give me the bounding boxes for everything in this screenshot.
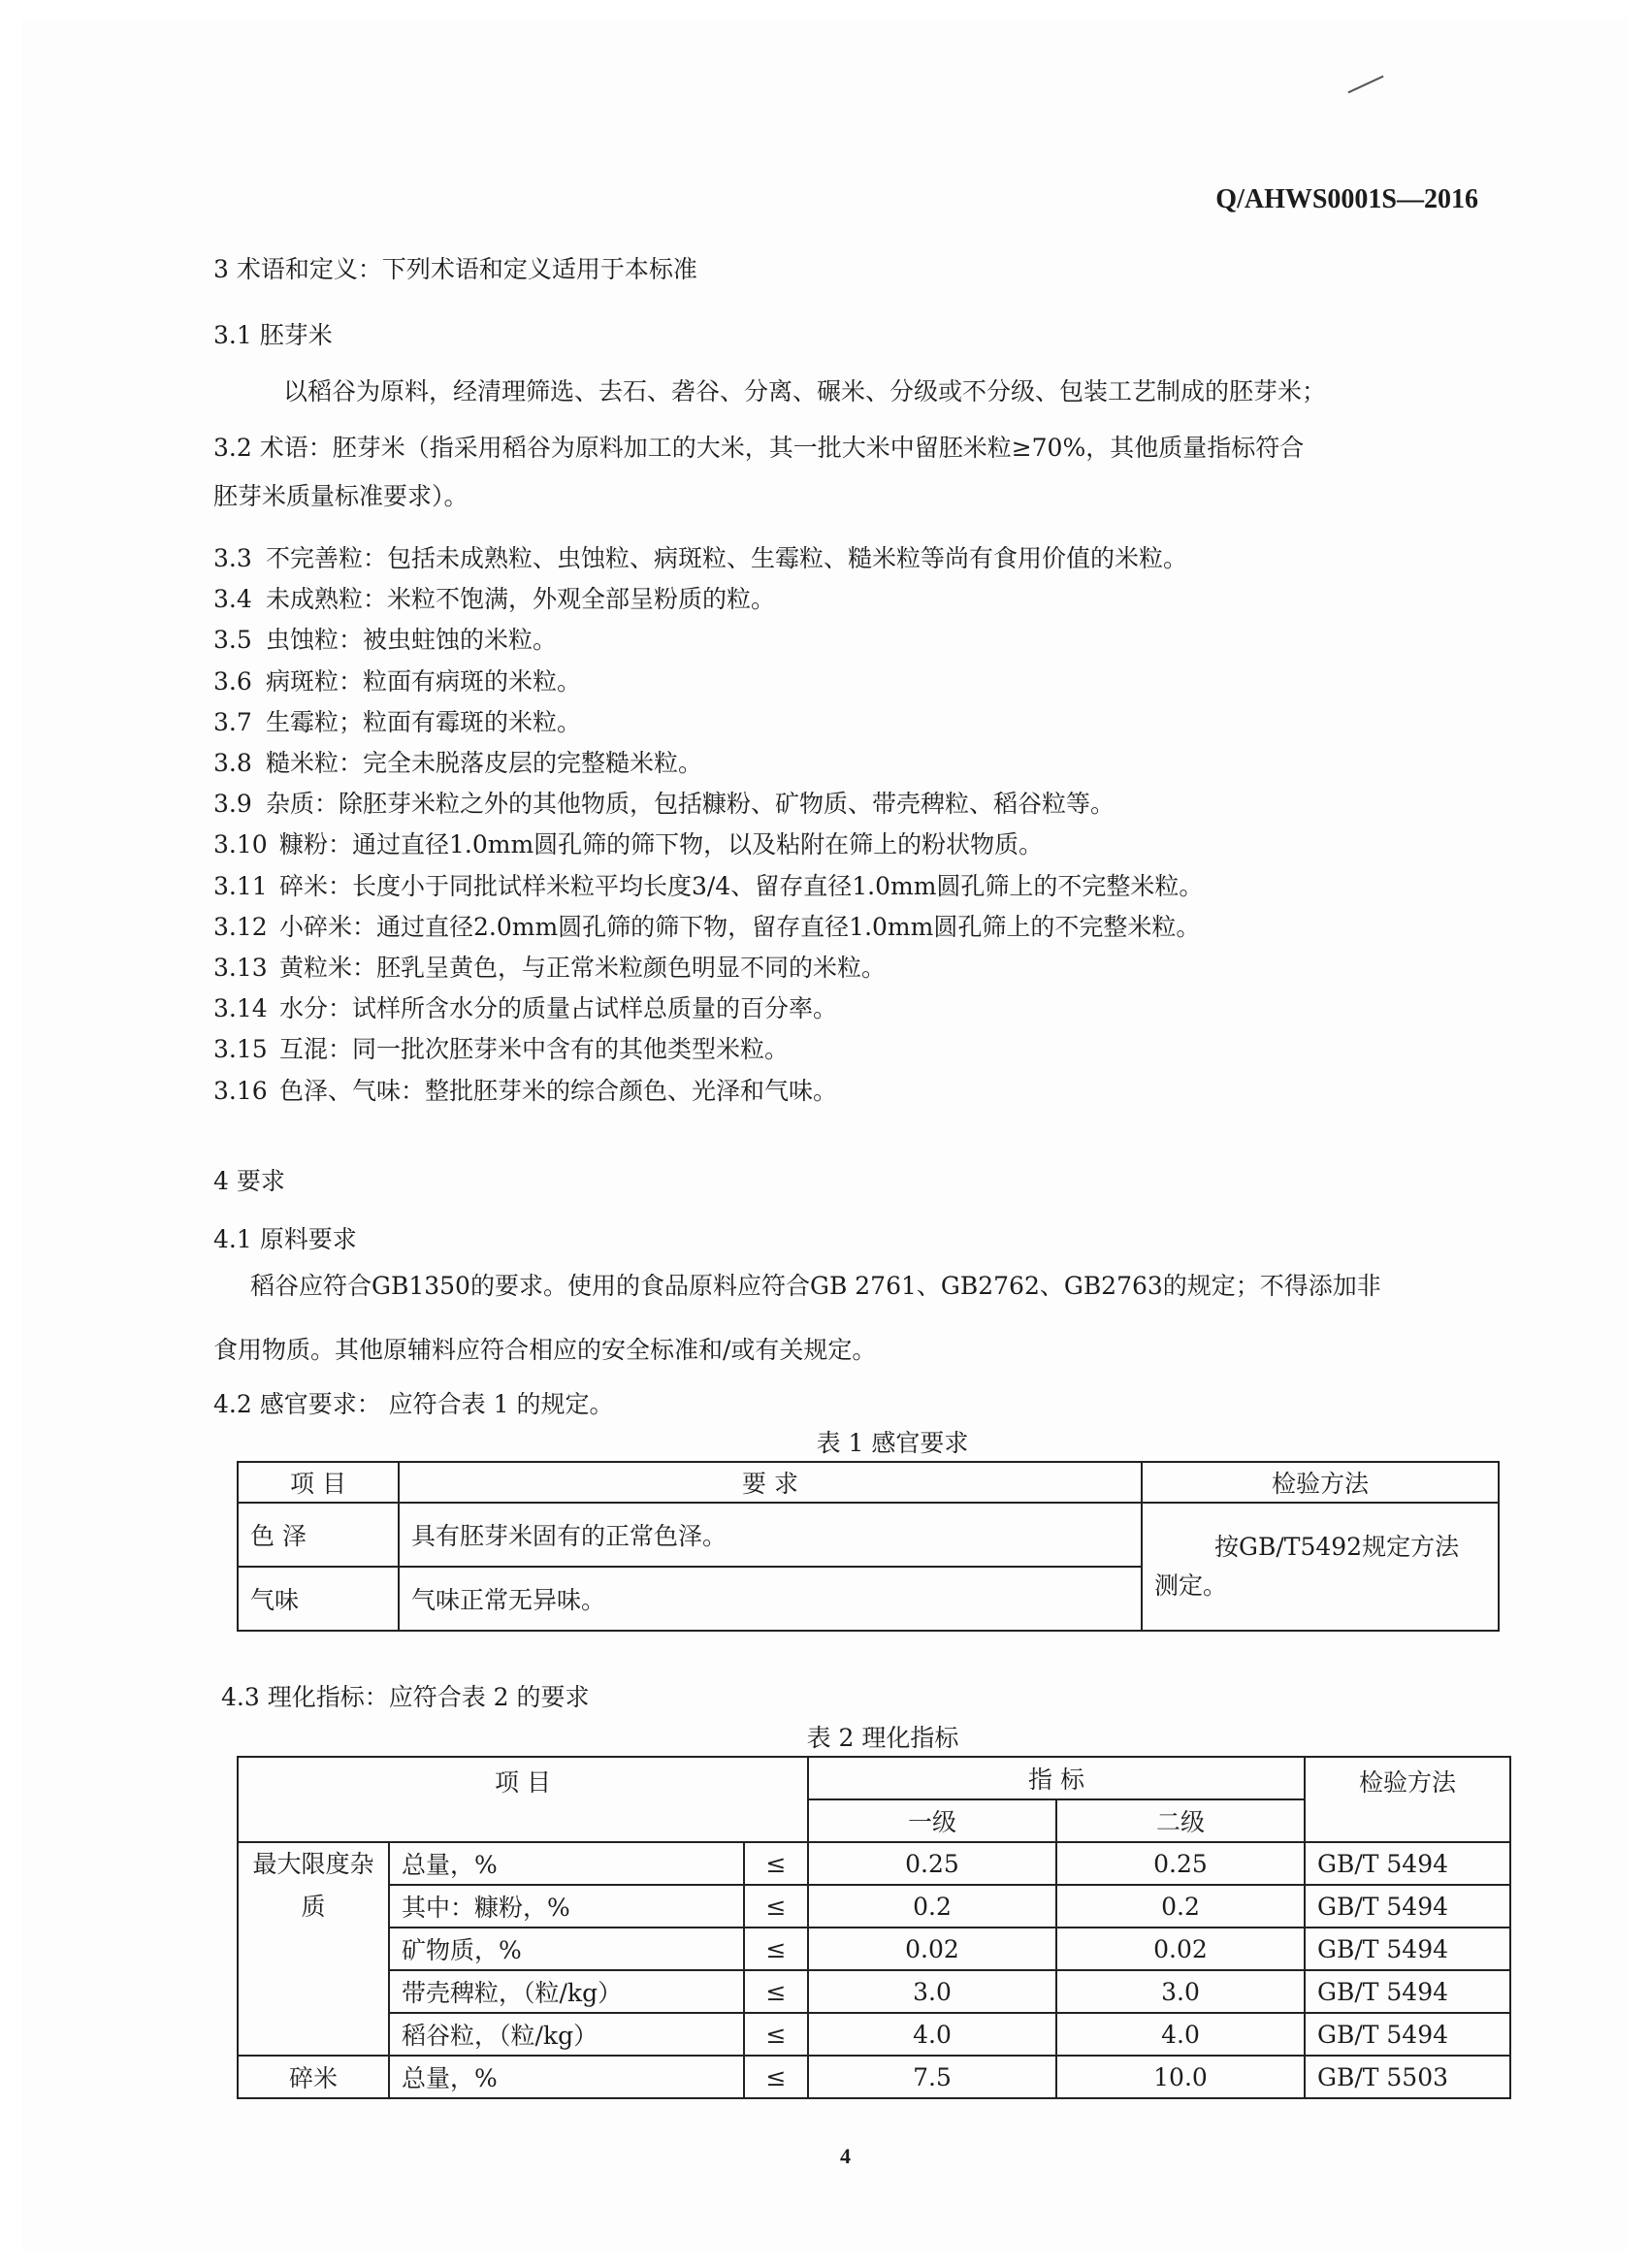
table1-header-requirement: 要 求 <box>399 1462 1142 1503</box>
table2-row-method: GB/T 5494 <box>1305 1842 1510 1885</box>
definition-number: 3.10 <box>213 830 268 859</box>
table1-method-line1: 按GB/T5492规定方法 <box>1214 1533 1460 1561</box>
section-3-title: 3 术语和定义：下列术语和定义适用于本标准 <box>213 255 697 283</box>
table2-row-name: 带壳稗粒，（粒/kg） <box>389 1970 744 2013</box>
table2-row-grade1: 0.2 <box>808 1885 1056 1928</box>
table2-row-grade1: 7.5 <box>808 2056 1056 2098</box>
table2-header-method: 检验方法 <box>1305 1757 1510 1842</box>
definition-number: 3.4 <box>213 585 252 613</box>
definition-text: 碎米：长度小于同批试样米粒平均长度3/4、留存直径1.0mm圆孔筛上的不完整米粒。 <box>279 872 1204 900</box>
definition-number: 3.13 <box>213 954 268 982</box>
table2-row-grade2: 0.2 <box>1056 1885 1305 1928</box>
definition-number: 3.7 <box>213 708 252 736</box>
definition-text: 互混：同一批次胚芽米中含有的其他类型米粒。 <box>279 1035 790 1063</box>
section-3-2-line1: 3.2 术语：胚芽米（指采用稻谷为原料加工的大米，其一批大米中留胚米粒≥70%，其他质量指标符合 <box>213 434 1305 462</box>
table2-row-name: 其中：糠粉，% <box>389 1885 744 1928</box>
table2-row-name: 矿物质，% <box>389 1928 744 1970</box>
definition-number: 3.8 <box>213 749 252 777</box>
table2-row-grade1: 4.0 <box>808 2013 1056 2056</box>
definition-number: 3.11 <box>213 872 268 900</box>
table2-grade2: 二级 <box>1056 1799 1305 1842</box>
table2-row-method: GB/T 5494 <box>1305 1885 1510 1928</box>
table2-row-method: GB/T 5494 <box>1305 1970 1510 2013</box>
definition-text: 色泽、气味：整批胚芽米的综合颜色、光泽和气味。 <box>279 1077 838 1105</box>
definition-text: 病斑粒：粒面有病斑的米粒。 <box>266 667 582 696</box>
section-3-1-title: 3.1 胚芽米 <box>213 321 333 349</box>
table1-method-line2: 测定。 <box>1154 1571 1228 1600</box>
table2-header-index: 指 标 <box>808 1757 1305 1799</box>
definition-item <box>213 908 1200 943</box>
table2-row-name: 总量，% <box>389 1842 744 1885</box>
definition-number: 3.15 <box>213 1035 268 1063</box>
section-4-1-line1: 稻谷应符合GB1350的要求。使用的食品原料应符合GB 2761、GB2762、GB2763的规定；不得添加非 <box>250 1272 1381 1300</box>
definition-text: 未成熟粒：米粒不饱满，外观全部呈粉质的粒。 <box>266 585 776 613</box>
section-3-1-text: 以稻谷为原料，经清理筛选、去石、砻谷、分离、碾米、分级或不分级、包装工艺制成的胚芽米； <box>283 377 1327 405</box>
table2-row-grade1: 0.02 <box>808 1928 1056 1970</box>
table2-group-impurity: 最大限度杂质 <box>238 1842 389 2056</box>
definition-item <box>213 1072 837 1107</box>
definition-text: 水分：试样所含水分的质量占试样总质量的百分率。 <box>279 994 838 1022</box>
table2-header-item: 项 目 <box>238 1757 808 1842</box>
table1-req-color: 具有胚芽米固有的正常色泽。 <box>399 1503 1142 1567</box>
definition-text: 黄粒米：胚乳呈黄色，与正常米粒颜色明显不同的米粒。 <box>279 954 887 982</box>
definition-number: 3.12 <box>213 913 268 941</box>
physicochemical-table <box>237 1756 1511 2099</box>
definition-number: 3.16 <box>213 1077 268 1105</box>
table2-row-le: ≤ <box>744 1970 808 2013</box>
table1-header-method: 检验方法 <box>1142 1462 1499 1503</box>
definition-text: 糠粉：通过直径1.0mm圆孔筛的筛下物，以及粘附在筛上的粉状物质。 <box>279 830 1044 859</box>
definition-number: 3.9 <box>213 790 252 818</box>
definition-item <box>213 621 557 656</box>
definition-item <box>213 949 886 984</box>
definition-item <box>213 989 837 1024</box>
table2-row-le: ≤ <box>744 1842 808 1885</box>
table2-row-le: ≤ <box>744 2013 808 2056</box>
table2-row-grade2: 3.0 <box>1056 1970 1305 2013</box>
table1-method <box>1142 1503 1499 1631</box>
section-4-1-line2: 食用物质。其他原辅料应符合相应的安全标准和/或有关规定。 <box>213 1336 877 1364</box>
table2-row-method: GB/T 5494 <box>1305 2013 1510 2056</box>
section-4-3: 4.3 理化指标：应符合表 2 的要求 <box>221 1683 590 1711</box>
table1-item-odor: 气味 <box>238 1567 399 1631</box>
sensory-table <box>237 1461 1500 1632</box>
definition-text: 虫蚀粒：被虫蛀蚀的米粒。 <box>266 626 558 654</box>
definition-text: 杂质：除胚芽米粒之外的其他物质，包括糠粉、矿物质、带壳稗粒、稻谷粒等。 <box>266 790 1116 818</box>
definition-item <box>213 663 581 697</box>
definition-text: 糙米粒：完全未脱落皮层的完整糙米粒。 <box>266 749 703 777</box>
definition-text: 不完善粒：包括未成熟粒、虫蚀粒、病斑粒、生霉粒、糙米粒等尚有食用价值的米粒。 <box>266 544 1188 572</box>
table2-row-le: ≤ <box>744 1928 808 1970</box>
section-4-2: 4.2 感官要求： 应符合表 1 的规定。 <box>213 1390 614 1418</box>
table2-row-grade2: 0.02 <box>1056 1928 1305 1970</box>
definition-text: 生霉粒；粒面有霉斑的米粒。 <box>266 708 582 736</box>
definition-item <box>213 744 702 779</box>
table1-caption: 表 1 感官要求 <box>816 1429 969 1457</box>
table2-row-grade1: 3.0 <box>808 1970 1056 2013</box>
table2-row-name: 总量，% <box>389 2056 744 2098</box>
table2-grade1: 一级 <box>808 1799 1056 1842</box>
definition-item <box>213 1030 789 1065</box>
table2-row-grade2: 10.0 <box>1056 2056 1305 2098</box>
section-4-title: 4 要求 <box>213 1167 285 1195</box>
definition-number: 3.5 <box>213 626 252 654</box>
table2-caption: 表 2 理化指标 <box>806 1724 959 1752</box>
definition-item <box>213 539 1187 574</box>
section-4-1-title: 4.1 原料要求 <box>213 1225 357 1253</box>
table2-group-broken: 碎米 <box>238 2056 389 2098</box>
table2-row-grade2: 0.25 <box>1056 1842 1305 1885</box>
table1-req-odor: 气味正常无异味。 <box>399 1567 1142 1631</box>
definition-item <box>213 826 1043 860</box>
table2-row-method: GB/T 5503 <box>1305 2056 1510 2098</box>
table2-row-name: 稻谷粒，（粒/kg） <box>389 2013 744 2056</box>
definition-item <box>213 703 581 738</box>
page-number: 4 <box>840 2144 851 2168</box>
table2-row-method: GB/T 5494 <box>1305 1928 1510 1970</box>
definition-number: 3.3 <box>213 544 252 572</box>
definition-item <box>213 785 1115 820</box>
table2-row-grade1: 0.25 <box>808 1842 1056 1885</box>
definition-number: 3.14 <box>213 994 268 1022</box>
definition-item <box>213 867 1203 902</box>
table2-row-le: ≤ <box>744 2056 808 2098</box>
section-3-2-line2: 胚芽米质量标准要求）。 <box>213 482 469 510</box>
document-code: Q/AHWS0001S—2016 <box>1215 184 1478 214</box>
definition-text: 小碎米：通过直径2.0mm圆孔筛的筛下物，留存直径1.0mm圆孔筛上的不完整米粒。 <box>279 913 1201 941</box>
definition-item <box>213 580 775 615</box>
table1-item-color: 色 泽 <box>238 1503 399 1567</box>
table2-row-le: ≤ <box>744 1885 808 1928</box>
table2-row-grade2: 4.0 <box>1056 2013 1305 2056</box>
table1-header-item: 项 目 <box>238 1462 399 1503</box>
definition-number: 3.6 <box>213 667 252 696</box>
